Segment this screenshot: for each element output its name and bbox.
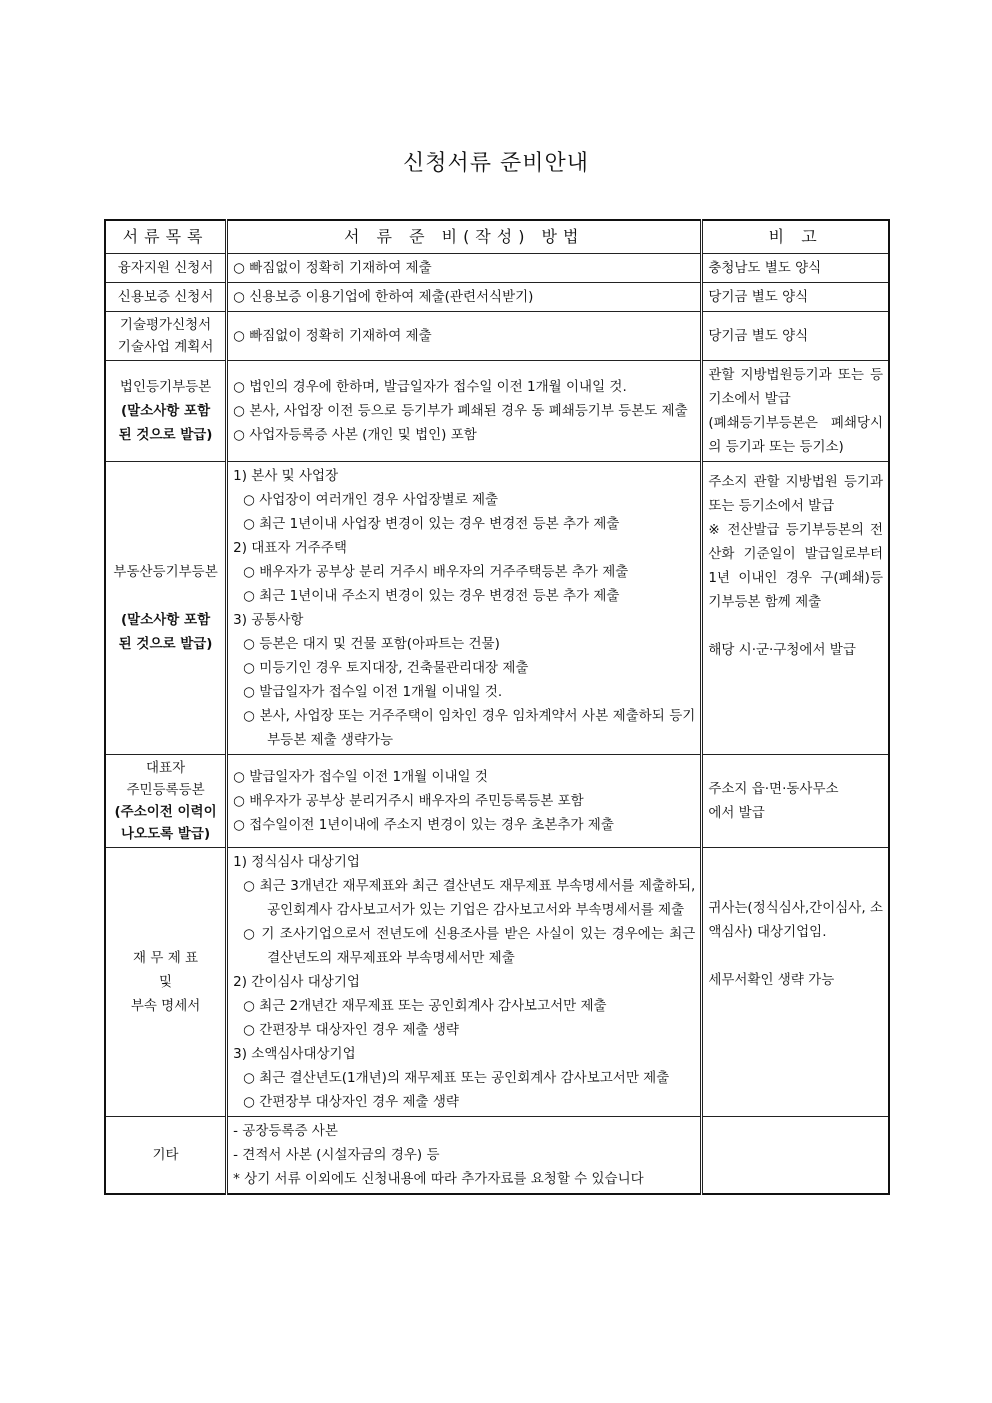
- method-cell: [227, 1117, 702, 1195]
- header-preparation-method: 서 류 준 비(작성) 방법: [227, 220, 702, 254]
- document-name-cell: [105, 254, 227, 283]
- remark-line: 관할 지방법원등기과 또는 등기소에서 발급: [708, 367, 883, 407]
- remark-line: 주소지 읍·면·동사무소: [708, 781, 839, 797]
- remark-cell: [702, 361, 889, 462]
- document-name: 법인등기부등본: [119, 379, 212, 395]
- document-name: 부속 명세서: [130, 998, 201, 1014]
- method-section: 2) 대표자 거주주택: [233, 540, 347, 556]
- remark-cell: [702, 462, 889, 755]
- method-cell: [227, 283, 702, 312]
- remark-line: 해당 시·군·구청에서 발급: [708, 642, 856, 658]
- document-name-cell: [105, 462, 227, 755]
- remark-cell: [702, 1117, 889, 1195]
- remark-line: 귀사는(정식심사,간이심사, 소액심사) 대상기업임.: [708, 900, 883, 940]
- method-cell: [227, 755, 702, 848]
- page-title: 신청서류 준비안내: [402, 151, 589, 176]
- remark-cell: [702, 755, 889, 848]
- document-name-note: (말소사항 포함: [121, 403, 211, 419]
- header-document-list: 서류목록: [105, 220, 227, 254]
- table-row: [105, 254, 889, 283]
- document-name: 및: [159, 974, 173, 990]
- table-row: [105, 848, 889, 1117]
- method-line: ○ 신용보증 이용기업에 한하여 제출(관련서식받기): [233, 289, 534, 305]
- method-line: ○ 본사, 사업장 이전 등으로 등기부가 폐쇄된 경우 동 폐쇄등기부 등본도 제출: [233, 403, 688, 419]
- remark-cell: [702, 312, 889, 361]
- method-line: ○ 발급일자가 접수일 이전 1개월 이내일 것: [233, 769, 488, 785]
- method-line: ○ 기 조사기업으로서 전년도에 신용조사를 받은 사실이 있는 경우에는 최근 결산년도의 재무제표와 부속명세서만 제출: [243, 926, 696, 966]
- document-name-cell: [105, 361, 227, 462]
- method-line: ○ 최근 1년이내 주소지 변경이 있는 경우 변경전 등본 추가 제출: [243, 588, 620, 604]
- method-cell: [227, 462, 702, 755]
- method-line: ○ 최근 결산년도(1개년)의 재무제표 또는 공인회계사 감사보고서만 제출: [243, 1070, 670, 1086]
- remark-line: 세무서확인 생략 가능: [708, 972, 835, 988]
- method-line: ○ 등본은 대지 및 건물 포함(아파트는 건물): [243, 636, 500, 652]
- document-name-cell: [105, 848, 227, 1117]
- header-row: [105, 220, 889, 254]
- document-name-note: 나오도록 발급): [121, 826, 211, 842]
- remark-line: 당기금 별도 양식: [708, 289, 809, 305]
- document-name-note: 된 것으로 발급): [118, 427, 213, 443]
- table-row: [105, 283, 889, 312]
- method-cell: [227, 848, 702, 1117]
- method-line: ○ 간편장부 대상자인 경우 제출 생략: [243, 1094, 459, 1110]
- method-cell: [227, 254, 702, 283]
- document-name: 기술평가신청서: [119, 317, 212, 333]
- table-row: [105, 312, 889, 361]
- method-line: ○ 사업자등록증 사본 (개인 및 법인) 포함: [233, 427, 477, 443]
- method-section: 1) 정식심사 대상기업: [233, 854, 360, 870]
- method-line: ○ 배우자가 공부상 분리거주시 배우자의 주민등록등본 포함: [233, 793, 584, 809]
- document-name: 재 무 제 표: [133, 950, 199, 966]
- table-row: [105, 755, 889, 848]
- method-line: * 상기 서류 이외에도 신청내용에 따라 추가자료를 요청할 수 있습니다: [233, 1171, 644, 1187]
- method-line: ○ 미등기인 경우 토지대장, 건축물관리대장 제출: [243, 660, 529, 676]
- method-line: ○ 최근 3개년간 재무제표와 최근 결산년도 재무제표 부속명세서를 제출하되, 공인회계사 감사보고서가 있는 기업은 감사보고서와 부속명세서를 제출: [243, 878, 696, 918]
- remark-line: 주소지 관할 지방법원 등기과 또는 등기소에서 발급: [708, 474, 883, 514]
- method-cell: [227, 312, 702, 361]
- remark-cell: [702, 283, 889, 312]
- header-remarks: 비 고: [702, 220, 889, 254]
- document-name-cell: [105, 283, 227, 312]
- document-name: 융자지원 신청서: [117, 260, 214, 276]
- method-line: ○ 간편장부 대상자인 경우 제출 생략: [243, 1022, 459, 1038]
- method-line: ○ 본사, 사업장 또는 거주주택이 임차인 경우 임차계약서 사본 제출하되 등기부등본 제출 생략가능: [243, 708, 696, 748]
- method-line: ○ 접수일이전 1년이내에 주소지 변경이 있는 경우 초본추가 제출: [233, 817, 614, 833]
- document-name-cell: [105, 312, 227, 361]
- method-line: ○ 최근 2개년간 재무제표 또는 공인회계사 감사보고서만 제출: [243, 998, 607, 1014]
- document-name-note: (주소이전 이력이: [114, 804, 217, 820]
- method-section: 3) 소액심사대상기업: [233, 1046, 356, 1062]
- method-section: 3) 공통사항: [233, 612, 304, 628]
- document-checklist-table: [104, 219, 890, 1195]
- document-name: 부동산등기부등본: [113, 564, 218, 580]
- method-section: 2) 간이심사 대상기업: [233, 974, 360, 990]
- table-row: [105, 462, 889, 755]
- document-name: 주민등록등본: [126, 782, 205, 798]
- remark-line: 충청남도 별도 양식: [708, 260, 822, 276]
- remark-cell: [702, 254, 889, 283]
- remark-line: 에서 발급: [708, 805, 765, 821]
- remark-line: ※ 전산발급 등기부등본의 전산화 기준일이 발급일로부터 1년 이내인 경우 구(폐쇄)등기부등본 함께 제출: [708, 522, 883, 610]
- remark-line: 당기금 별도 양식: [708, 328, 809, 344]
- document-name-cell: [105, 1117, 227, 1195]
- document-name: 대표자: [146, 760, 186, 776]
- method-line: ○ 법인의 경우에 한하며, 발급일자가 접수일 이전 1개월 이내일 것.: [233, 379, 627, 395]
- document-name: 기타: [152, 1147, 179, 1163]
- document-name: 신용보증 신청서: [117, 289, 214, 305]
- method-line: ○ 사업장이 여러개인 경우 사업장별로 제출: [243, 492, 499, 508]
- document-name: 기술사업 계획서: [117, 339, 214, 355]
- document-name-note: 된 것으로 발급): [118, 636, 213, 652]
- method-section: 1) 본사 및 사업장: [233, 468, 339, 484]
- method-line: ○ 발급일자가 접수일 이전 1개월 이내일 것.: [243, 684, 503, 700]
- document-name-note: (말소사항 포함: [121, 612, 211, 628]
- method-line: ○ 빠짐없이 정확히 기재하여 제출: [233, 328, 432, 344]
- method-line: - 공장등록증 사본: [233, 1123, 338, 1139]
- table-row: [105, 1117, 889, 1195]
- document-name-cell: [105, 755, 227, 848]
- method-line: ○ 최근 1년이내 사업장 변경이 있는 경우 변경전 등본 추가 제출: [243, 516, 620, 532]
- method-line: - 견적서 사본 (시설자금의 경우) 등: [233, 1147, 440, 1163]
- method-cell: [227, 361, 702, 462]
- remark-cell: [702, 848, 889, 1117]
- method-line: ○ 배우자가 공부상 분리 거주시 배우자의 거주주택등본 추가 제출: [243, 564, 629, 580]
- method-line: ○ 빠짐없이 정확히 기재하여 제출: [233, 260, 432, 276]
- table-row: [105, 361, 889, 462]
- remark-line: (폐쇄등기부등본은 폐쇄당시의 등기과 또는 등기소): [708, 415, 883, 455]
